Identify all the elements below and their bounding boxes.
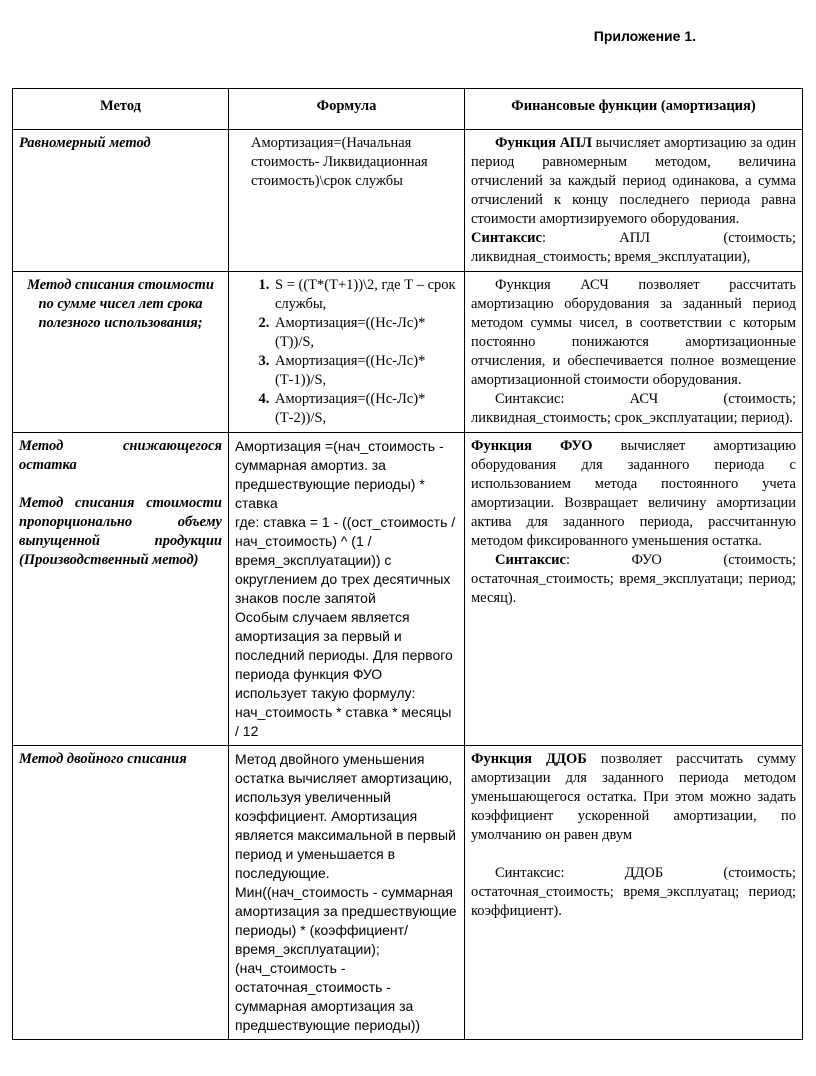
formula-item: 4. Амортизация=((Нс-Лс)*(Т-2))/S, — [273, 390, 458, 428]
formula-text: Амортизация =(нач_стоимость - суммарная амортиз. за предшествующие периоды) * ставка — [235, 438, 444, 511]
function-cell — [465, 433, 803, 746]
table-row — [13, 433, 803, 746]
method-name: Равномерный метод — [19, 135, 151, 151]
formula-item: 1. S = ((T*(T+1))\2, где Т – срок службы, — [273, 276, 458, 314]
method-cell — [13, 433, 229, 746]
function-description: Функция ДДОБ позволяет рассчитать сумму амортизации для заданного периода методом уменьшающегося остатка. При этом можно задать коэффициент ускоренной амортизации, по умолчанию он равен двум — [471, 751, 796, 843]
function-cell — [465, 746, 803, 1040]
formula-text: где: ставка = 1 - ((ост_стоимость / нач_стоимость) ^ (1 / время_эксплуатации)) с округлением до трех десятичных знаков после запятой — [235, 514, 456, 606]
formula-cell — [229, 272, 465, 433]
function-description: Функция ФУО вычисляет амортизацию оборудования для заданного периода с использованием метода постоянного учета амортизации. Возвращает величину амортизации актива для заданного периода, рассчитанную методом фиксированного уменьшения остатка. — [471, 438, 796, 549]
appendix-label: Приложение 1. — [593, 28, 696, 44]
formula-item: 2. Амортизация=((Нс-Лс)*(Т))/S, — [273, 314, 458, 352]
table-header-row — [13, 89, 803, 130]
function-cell — [465, 272, 803, 433]
formula-item: 3. Амортизация=((Нс-Лс)*(Т-1))/S, — [273, 352, 458, 390]
header-functions: Финансовые функции (амортизация) — [465, 89, 803, 130]
formula-text: Особым случаем является амортизация за первый и последний периоды. Для первого периода функция ФУО использует такую формулу: нач_стоимость * ставка * месяцы / 12 — [235, 609, 453, 739]
formula-list — [229, 276, 458, 428]
formula-text: Метод двойного уменьшения остатка вычисляет амортизацию, используя увеличенный коэффициент. Амортизация является максимальной в первый период и уменьшается в последующие. Мин((нач_стоимость - суммарная амортизация за предшествующие периоды) * (коэффициент/время_эксплуатации);(нач_стоимость - остаточная_стоимость - суммарная амортизация за предшествующие периоды)) — [235, 751, 457, 1033]
formula-cell — [229, 746, 465, 1040]
table-row — [13, 130, 803, 272]
method-cell — [13, 272, 229, 433]
function-syntax: Синтаксис: ДДОБ (стоимость; остаточная_стоимость; время_эксплуатац; период; коэффициент). — [471, 865, 796, 919]
function-syntax: Синтаксис: ФУО (стоимость; остаточная_стоимость; время_эксплуатаци; период; месяц). — [471, 552, 796, 606]
function-description: Функция АПЛ вычисляет амортизацию за один период равномерным методом, величина отчислений за каждый период одинакова, а сумма отчислений к концу последнего периода равна стоимости амортизируемого оборудования. — [471, 135, 796, 227]
method-name: Метод списания стоимости по сумме чисел лет срока полезного использования; — [27, 277, 214, 331]
formula-cell — [229, 433, 465, 746]
method-cell — [13, 746, 229, 1040]
function-description: Функция АСЧ позволяет рассчитать амортизацию оборудования за заданный период методом суммы чисел, в соответствии с которым постоянно понижаются амортизационные отчисления, и обеспечивается полное возмещение амортизационной стоимости оборудования. — [471, 277, 796, 388]
function-cell — [465, 130, 803, 272]
method-name: Метод списания стоимости пропорционально объему выпущенной продукции (Производственный метод) — [19, 495, 222, 568]
depreciation-table — [12, 88, 803, 1040]
table-row — [13, 746, 803, 1040]
header-method: Метод — [13, 89, 229, 130]
method-name: Метод двойного списания — [19, 751, 187, 767]
formula-cell — [229, 130, 465, 272]
header-formula: Формула — [229, 89, 465, 130]
function-syntax: Синтаксис: АПЛ (стоимость; ликвидная_стоимость; время_эксплуатации), — [471, 230, 796, 265]
method-cell — [13, 130, 229, 272]
method-name: Метод снижающегося остатка — [19, 438, 222, 473]
function-syntax: Синтаксис: АСЧ (стоимость; ликвидная_стоимость; срок_эксплуатации; период). — [471, 391, 796, 426]
formula-text: Амортизация=(Начальная стоимость- Ликвидационная стоимость)\срок службы — [251, 135, 428, 189]
table-row — [13, 272, 803, 433]
